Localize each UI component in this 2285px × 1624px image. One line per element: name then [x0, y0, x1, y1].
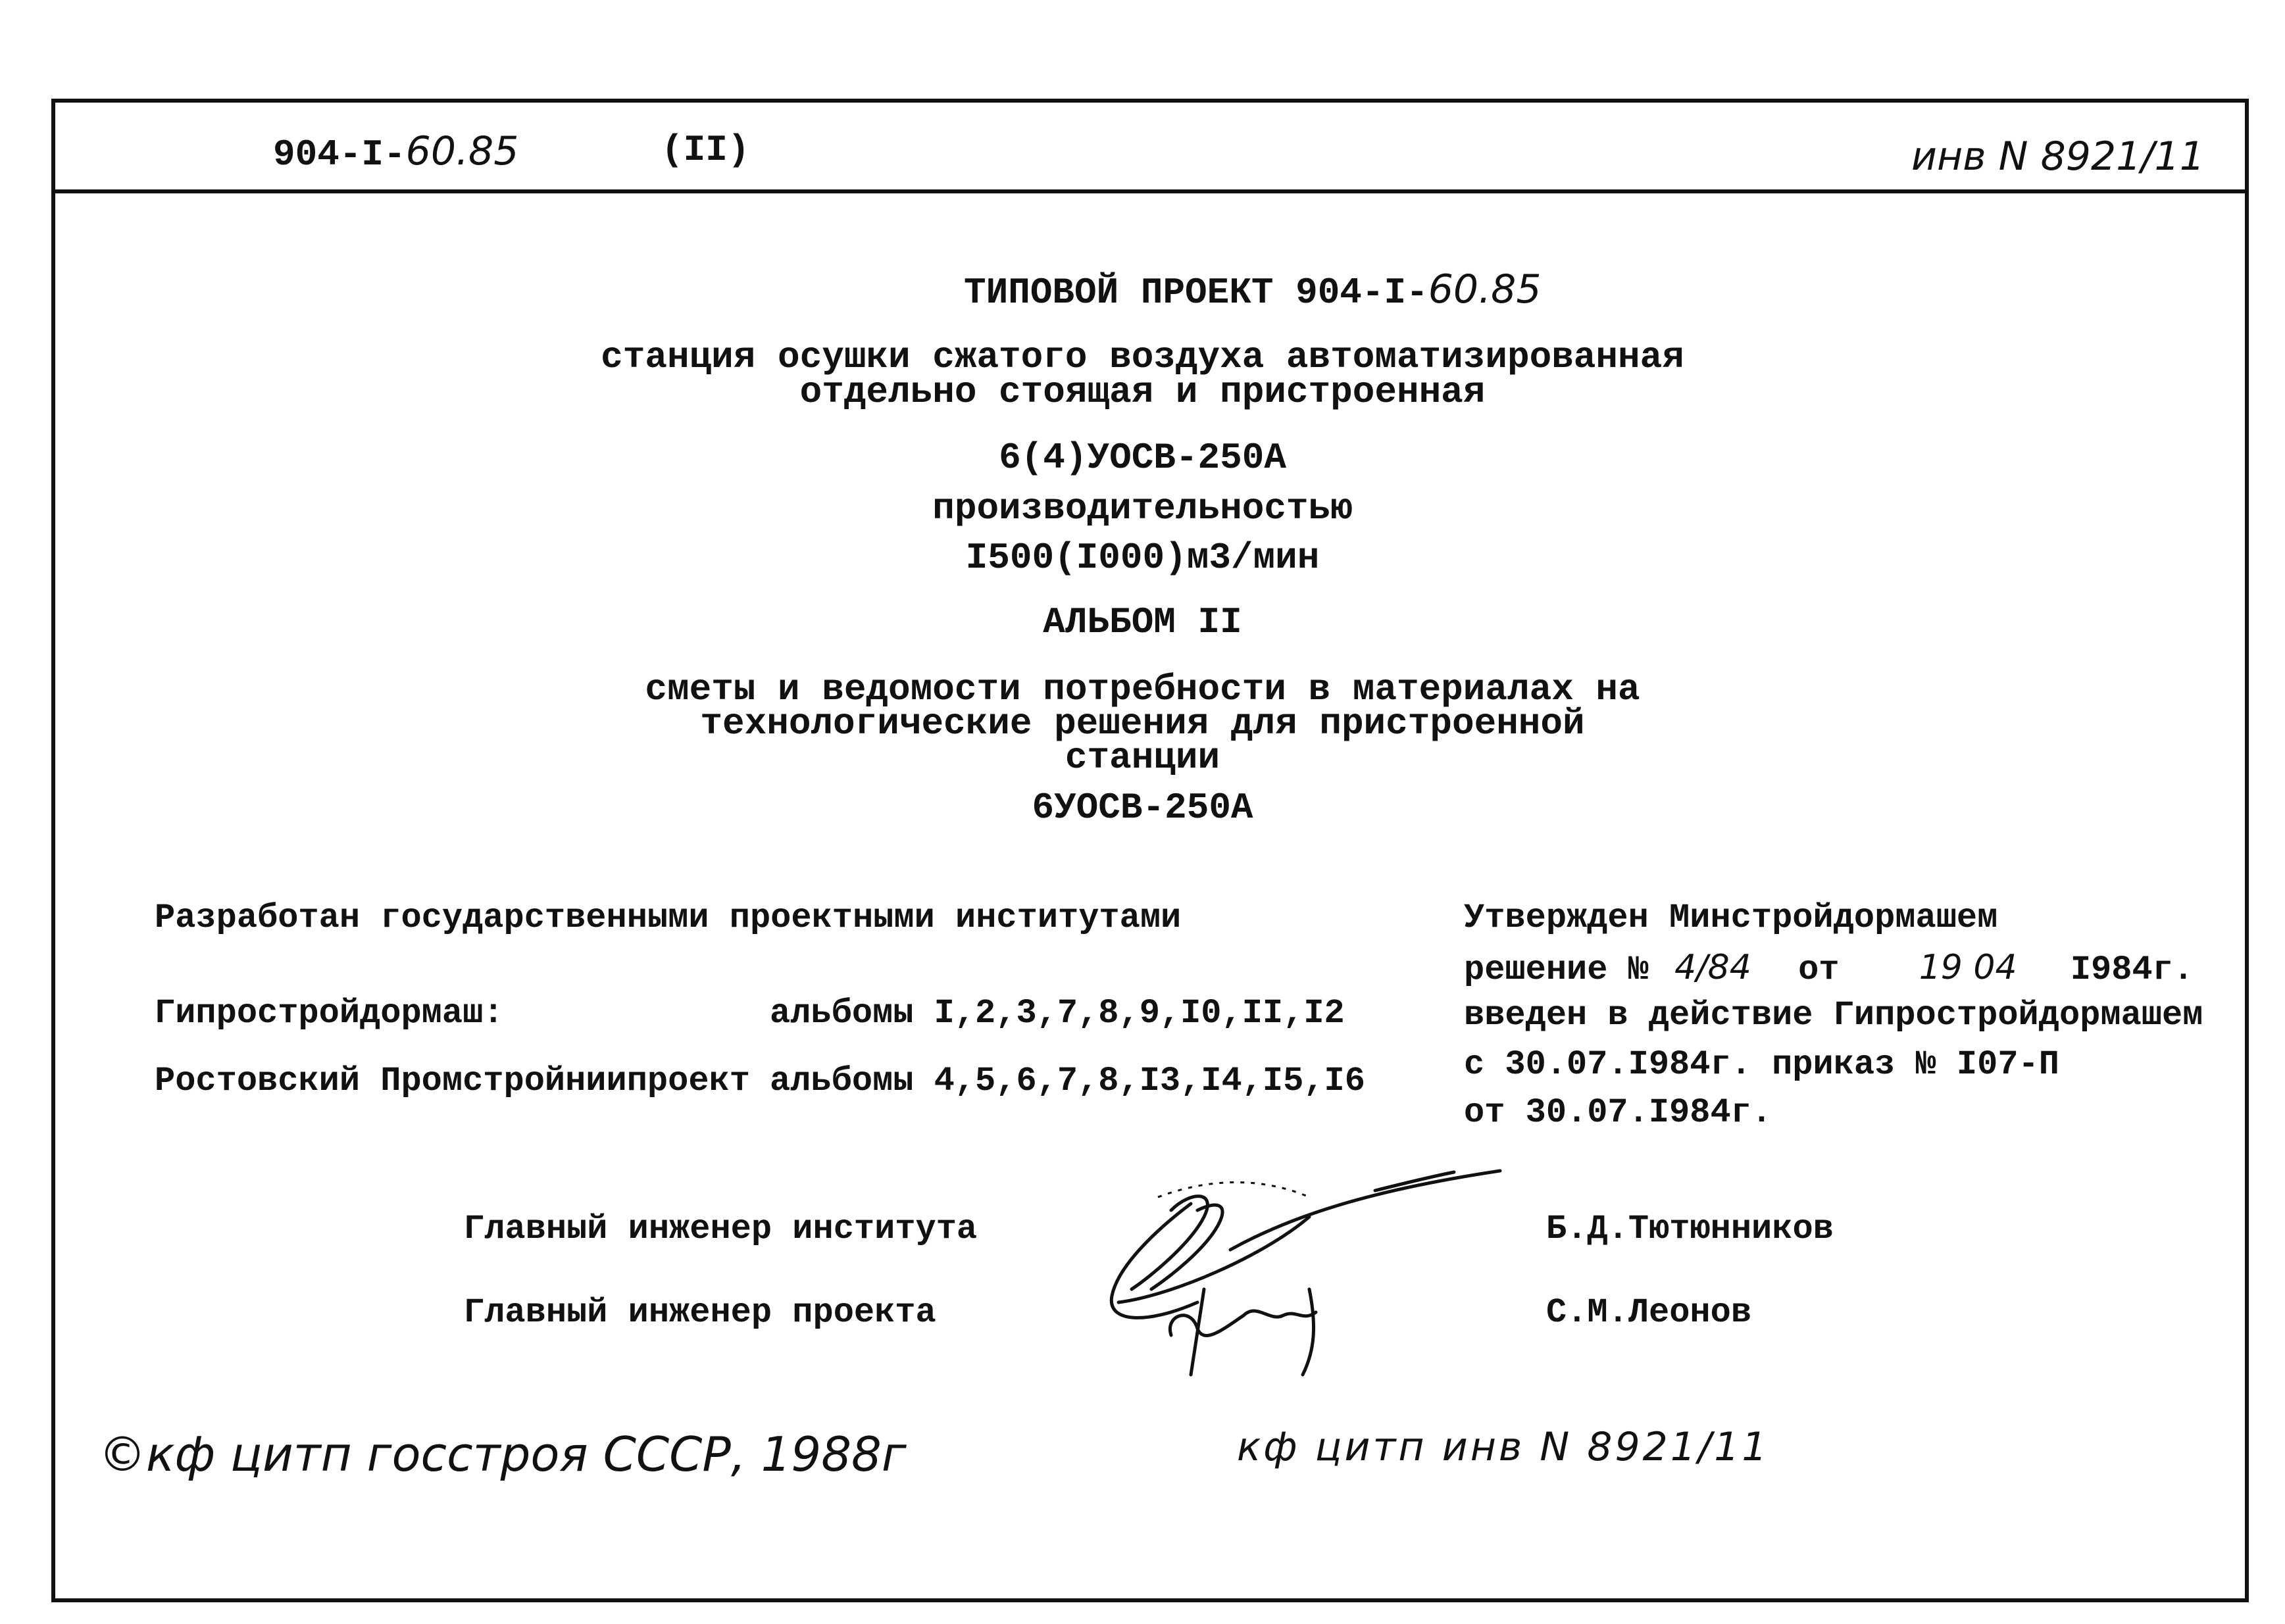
signature-name1: Б.Д.Тютюнников	[1546, 1210, 1834, 1248]
copyright-note: ©кф цитп госстроя СССР, 1988г	[99, 1427, 907, 1482]
capacity-label: производительностью	[932, 487, 1353, 529]
project-title-hand: 60.85	[1428, 266, 1542, 312]
title-line2: отдельно стоящая и пристроенная	[799, 371, 1486, 413]
header-inventory: инв N 8921/11	[1911, 134, 2205, 180]
description-line3: станции	[1065, 737, 1220, 779]
model-name-2: 6УОСВ-250А	[1032, 787, 1253, 829]
approval-line2	[1464, 950, 2194, 987]
project-title	[964, 266, 1542, 314]
project-title-prefix: ТИПОВОЙ ПРОЕКТ 904-I-	[964, 272, 1428, 314]
capacity-value: I500(I000)м3/мин	[965, 537, 1320, 579]
header-code-prefix: 904-I-	[273, 134, 406, 176]
approval-decision-number: 4/84	[1674, 948, 1751, 987]
approval-line5: от 30.07.I984г.	[1464, 1093, 1772, 1132]
album-title: АЛЬБОМ II	[1043, 601, 1242, 643]
approval-decision-date: 19 04	[1919, 948, 2017, 987]
signature-name2: С.М.Леонов	[1546, 1293, 1752, 1332]
header-divider	[51, 189, 2249, 193]
description-line1: сметы и ведомости потребности в материалах на	[645, 668, 1640, 710]
developer-org2-albums: альбомы 4,5,6,7,8,I3,I4,I5,I6	[770, 1062, 1365, 1100]
title-line1: станция осушки сжатого воздуха автоматизированная	[601, 336, 1684, 378]
signature-role1: Главный инженер института	[464, 1210, 978, 1248]
header-code	[273, 128, 519, 176]
model-name: 6(4)УОСВ-250А	[999, 437, 1286, 479]
approval-decision-label: решение №	[1464, 950, 1649, 989]
approval-line4: с 30.07.I984г. приказ № I07-П	[1464, 1045, 2059, 1084]
signature-role2: Главный инженер проекта	[464, 1293, 936, 1332]
developers-heading: Разработан государственными проектными институтами	[155, 898, 1182, 937]
developer-org1: Гипростройдормаш:	[155, 994, 504, 1033]
developer-org2: Ростовский Промстройниипроект	[155, 1062, 750, 1100]
description-line2: технологические решения для пристроенной	[700, 702, 1585, 745]
approval-from-label: от	[1798, 950, 1840, 989]
archive-stamp: кф цитп инв N 8921/11	[1237, 1424, 1770, 1470]
header-code-hand: 60.85	[405, 128, 519, 174]
approval-line1: Утвержден Минстройдормашем	[1464, 898, 1998, 937]
developer-org1-albums: альбомы I,2,3,7,8,9,I0,II,I2	[770, 994, 1345, 1033]
approval-line3: введен в действие Гипростройдормашем	[1464, 996, 2203, 1035]
handwritten-signature	[1092, 1164, 1513, 1381]
header-section: (II)	[661, 129, 750, 171]
approval-decision-year: I984г.	[2070, 950, 2194, 989]
